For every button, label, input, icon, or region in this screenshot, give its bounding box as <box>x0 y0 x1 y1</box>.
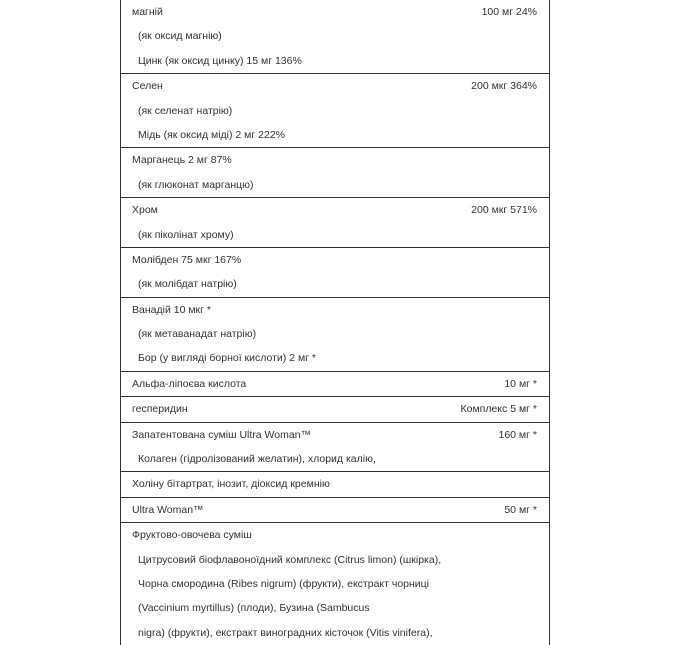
ingredient-amount: 50 мг * <box>504 503 537 516</box>
ingredient-amount: 10 мг * <box>504 377 537 390</box>
ingredient-name: Ultra Woman™ <box>132 503 204 516</box>
table-row <box>121 372 549 397</box>
table-row <box>121 472 549 497</box>
row-line <box>121 322 549 346</box>
row-line <box>121 572 549 596</box>
ingredient-name: Запатентована суміш Ultra Woman™ <box>132 428 312 441</box>
table-row <box>121 397 549 422</box>
ingredient-detail: Колаген (гідролізований желатин), хлорид калію, <box>138 453 376 466</box>
ingredient-name: магній <box>132 6 163 18</box>
table-row <box>121 74 549 148</box>
row-line <box>121 223 549 247</box>
row-line <box>121 298 549 322</box>
row-line <box>121 472 549 496</box>
ingredient-detail: (як піколінат хрому) <box>138 228 234 241</box>
table-row <box>121 0 549 74</box>
row-line <box>121 548 549 572</box>
table-row <box>121 298 549 372</box>
ingredient-amount: Комплекс 5 мг * <box>460 403 537 416</box>
row-line <box>121 74 549 98</box>
ingredient-detail: (Vaccinium myrtillus) (плоди), Бузина (Sambucus <box>138 602 370 615</box>
table-row <box>121 423 549 473</box>
ingredient-detail: (як глюконат марганцю) <box>138 178 254 191</box>
ingredient-detail: Бор (у вигляді борної кислоти) 2 мг * <box>138 352 317 365</box>
row-line <box>121 24 549 48</box>
row-line <box>121 447 549 471</box>
row-line <box>121 272 549 296</box>
row-line <box>121 173 549 197</box>
ingredient-amount: 100 мг 24% <box>481 6 537 18</box>
ingredient-detail: Мідь (як оксид міді) 2 мг 222% <box>138 128 285 141</box>
row-line <box>121 49 549 73</box>
row-line <box>121 523 549 547</box>
ingredient-detail: nigra) (фрукти), екстракт виноградних кісточок (Vitis vinifera), <box>138 626 433 639</box>
row-line <box>121 498 549 522</box>
ingredient-name: Молібден 75 мкг 167% <box>132 253 242 266</box>
row-line <box>121 397 549 421</box>
ingredient-name: Фруктово-овочева суміш <box>132 529 252 542</box>
table-row <box>121 248 549 298</box>
table-row <box>121 498 549 523</box>
ingredient-name: Ванадій 10 мкг * <box>132 303 211 316</box>
ingredient-amount: 160 мг * <box>498 428 537 441</box>
ingredient-name: Альфа-ліпоєва кислота <box>132 377 247 390</box>
row-line <box>121 423 549 447</box>
ingredient-name: Марганець 2 мг 87% <box>132 154 232 167</box>
row-line <box>121 248 549 272</box>
ingredient-name: гесперидин <box>132 403 188 416</box>
row-line <box>121 0 549 24</box>
row-line <box>121 621 549 645</box>
row-line <box>121 596 549 620</box>
supplement-facts-table <box>120 0 550 645</box>
row-line <box>121 99 549 123</box>
row-line <box>121 148 549 172</box>
ingredient-detail: (як молібдат натрію) <box>138 278 237 291</box>
ingredient-detail: (як метаванадат натрію) <box>138 328 257 341</box>
ingredient-amount: 200 мкг 364% <box>471 80 537 93</box>
ingredient-name: Холіну бітартрат, інозит, діоксид кремнію <box>132 478 330 491</box>
table-row <box>121 198 549 248</box>
ingredient-name: Селен <box>132 80 163 93</box>
row-line <box>121 346 549 370</box>
ingredient-detail: Чорна смородина (Ribes nigrum) (фрукти), екстракт чорниці <box>138 577 430 590</box>
row-line <box>121 372 549 396</box>
ingredient-name: Хром <box>132 204 158 217</box>
row-line <box>121 198 549 222</box>
table-row <box>121 148 549 198</box>
row-line <box>121 123 549 147</box>
ingredient-detail: Цитрусовий біофлавоноїдний комплекс (Citrus limon) (шкірка), <box>138 553 442 566</box>
ingredient-detail: (як оксид магнію) <box>138 30 222 43</box>
table-row <box>121 523 549 645</box>
ingredient-detail: (як селенат натрію) <box>138 104 233 117</box>
ingredient-detail: Цинк (як оксид цинку) 15 мг 136% <box>138 54 302 67</box>
ingredient-amount: 200 мкг 571% <box>471 204 537 217</box>
